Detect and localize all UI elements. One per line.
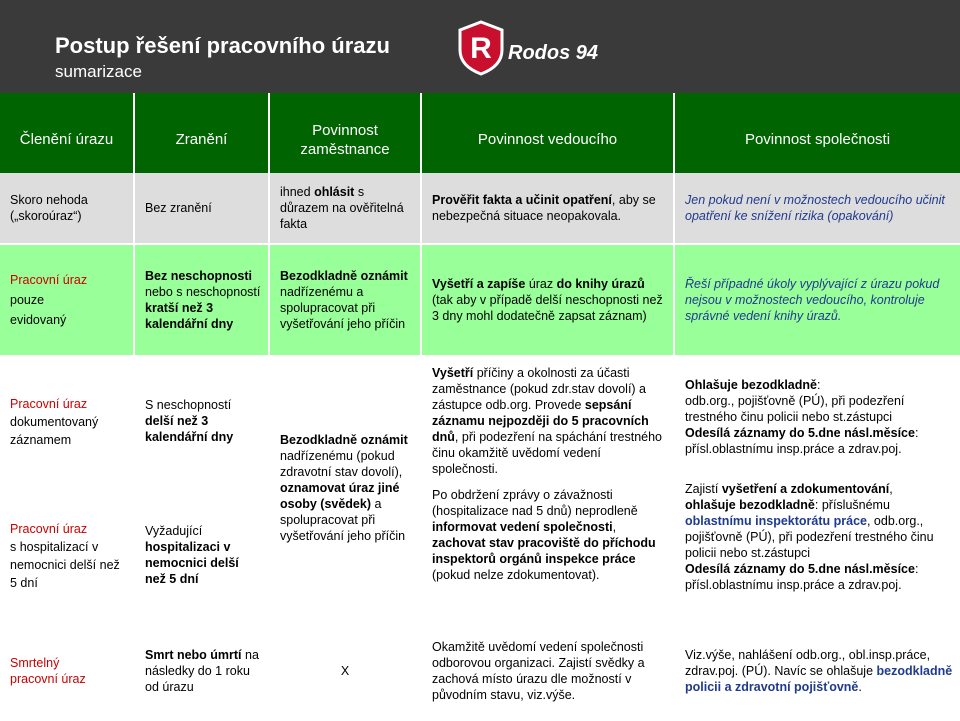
row4-company-duty: Viz.výše, nahlášení odb.org., obl.insp.práce, zdrav.poj. (PÚ). Navíc se ohlašuje bezodkladně policii a zdravotní pojišťovně. xyxy=(675,621,960,721)
row2-employee-duty: Bezodkladně oznámit nadřízenému a spolupracovat při vyšetřování jeho příčin xyxy=(270,245,420,355)
row3a-company-duty: Ohlašuje bezodkladně: odb.org., pojišťovně (PÚ), při podezření trestného činu policii nebo st.zástupci Odesílá záznamy do 5.dne násl.měsíce: přísl.oblastnímu insp.práce a zdrav.poj. xyxy=(685,378,919,456)
procedure-table xyxy=(0,93,960,721)
page-subtitle: sumarizace xyxy=(55,62,142,81)
header-banner xyxy=(0,0,960,93)
col-header-injury: Zranění xyxy=(135,93,268,186)
page-title: Postup řešení pracovního úrazu xyxy=(55,33,390,58)
row1-classification-line2: („skoroúraz“) xyxy=(10,209,82,223)
row4-manager-duty: Okamžitě uvědomí vedení společnosti odborovou organizaci. Zajistí svědky a zachová místo úrazu dle možností v původním stavu, viz.výše. xyxy=(422,621,673,721)
row2-company-duty: Řeší případné úkoly vyplývající z úrazu pokud nejsou v možnostech vedoucího, kontroluje správné vedení knihy úrazů. xyxy=(675,245,960,355)
row1-employee-duty: ihned ohlásit s důrazem na ověřitelná fakta xyxy=(270,173,420,243)
row3b-manager-duty: Po obdržení zprávy o závažnosti (hospitalizace nad 5 dnů) neprodleně informovat vedení společnosti, zachovat stav pracoviště do příchodu inspektorů orgánů inspekce práce (pokud nelze zdokumentovat). xyxy=(432,488,656,582)
col-header-classification: Členění úrazu xyxy=(0,93,133,186)
rodos-logo xyxy=(456,20,636,80)
row1-classification-line1: Skoro nehoda xyxy=(10,193,88,207)
row2-manager-duty: Vyšetří a zapíše úraz do knihy úrazů (tak aby v případě delší neschopnosti než 3 dny mohl dodatečně zapsat záznam) xyxy=(422,245,673,355)
row3-classification xyxy=(0,357,133,619)
rodos-logo-icon xyxy=(456,20,506,76)
col-header-manager-duty: Povinnost vedoucího xyxy=(422,93,673,186)
row1-manager-duty: Prověřit fakta a učinit opatření, aby se nebezpečná situace neopakovala. xyxy=(422,173,673,243)
row3a-classification: Pracovní úraz dokumentovaný záznamem xyxy=(10,397,99,447)
row4-injury: Smrt nebo úmrtí na následky do 1 roku od úrazu xyxy=(135,621,268,721)
row1-classification xyxy=(0,173,133,243)
row1-company-duty: Jen pokud není v možnostech vedoucího učinit opatření ke snížení rizika (opakování) xyxy=(675,173,960,243)
col-header-employee-duty: Povinnost zaměstnance xyxy=(270,93,420,186)
row3-injury xyxy=(135,357,268,619)
row3-company-duty xyxy=(675,357,960,619)
row3b-company-duty: Zajistí vyšetření a zdokumentování, ohlašuje bezodkladně: příslušnému oblastnímu inspektorátu práce, odb.org., pojišťovně (PÚ), při podezření trestného činu policii nebo st.zástupci Odesílá záznamy do 5.dne násl.měsíce: přísl.oblastnímu insp.práce a zdrav.poj. xyxy=(685,482,934,592)
row4-employee-duty: X xyxy=(270,621,420,721)
row4-classification: Smrtelný pracovní úraz xyxy=(0,621,133,721)
logo-text: Rodos 94 xyxy=(508,42,599,64)
row3b-injury: Vyžadující hospitalizaci v nemocnici delší než 5 dní xyxy=(145,524,239,586)
row3-manager-duty xyxy=(422,357,673,619)
row3a-injury: S neschopností delší než 3 kalendářní dny xyxy=(145,398,234,444)
row2-classification: Pracovní úraz pouze evidovaný xyxy=(0,245,133,355)
row1-injury: Bez zranění xyxy=(135,173,268,243)
row3b-classification: Pracovní úraz s hospitalizací v nemocnici delší než 5 dní xyxy=(10,522,120,590)
logo-letter: R xyxy=(470,32,492,65)
row3a-manager-duty: Vyšetří příčiny a okolnosti za účasti zaměstnance (pokud zdr.stav dovolí) a zástupce odb.org. Provede sepsání záznamu nejpozději do 5 pracovních dnů, při podezření na spáchání trestného činu okamžitě uvědomí vedení společnosti. xyxy=(432,366,663,476)
row2-injury: Bez neschopnosti nebo s neschopností kratší než 3 kalendářní dny xyxy=(135,245,268,355)
col-header-company-duty: Povinnost společnosti xyxy=(675,93,960,186)
row3-employee-duty: Bezodkladně oznámit nadřízenému (pokud zdravotní stav dovolí), oznamovat úraz jiné osoby (svědek) a spolupracovat při vyšetřování jeho příčin xyxy=(270,357,420,619)
